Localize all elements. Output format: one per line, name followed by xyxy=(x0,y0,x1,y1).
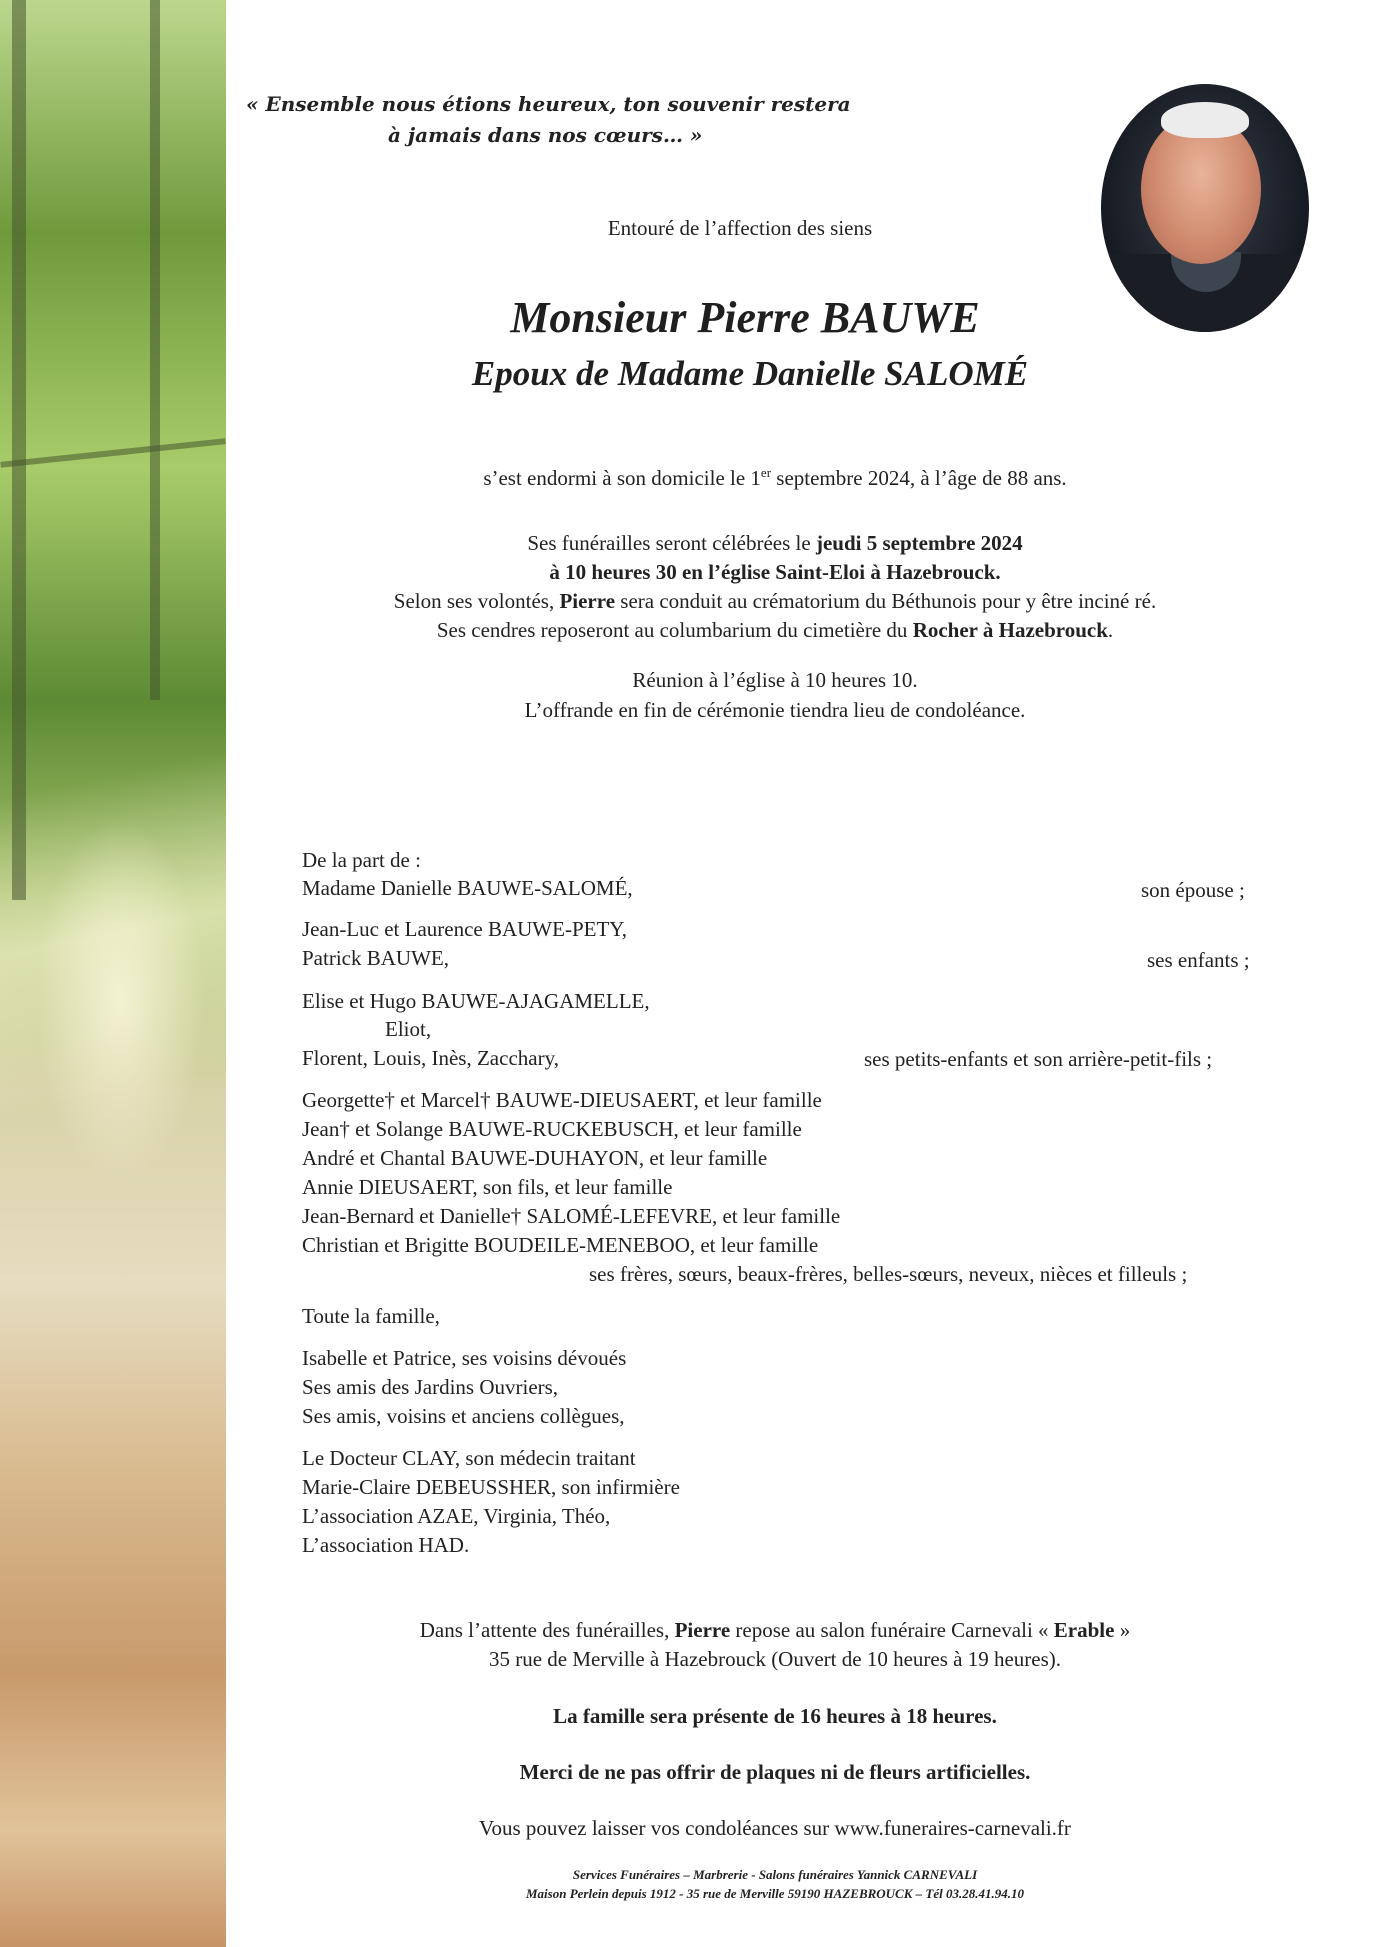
family-name: Patrick BAUWE, xyxy=(302,946,449,970)
family-name: Le Docteur CLAY, son médecin traitant xyxy=(302,1446,636,1470)
footer-line-1: Services Funéraires – Marbrerie - Salons funéraires Yannick CARNEVALI xyxy=(572,1867,978,1882)
intro-text: Entouré de l’affection des siens xyxy=(607,216,873,240)
funeral-line-2: à 10 heures 30 en l’église Saint-Eloi à Hazebrouck. xyxy=(549,560,1001,584)
family-name: André et Chantal BAUWE-DUHAYON, et leur famille xyxy=(302,1146,768,1170)
family-role: ses petits-enfants et son arrière-petit-fils ; xyxy=(864,1047,1213,1071)
funeral-line-3: Selon ses volontés, Pierre sera conduit au crématorium du Béthunois pour y être inciné ré. xyxy=(393,589,1157,613)
family-presence: La famille sera présente de 16 heures à 18 heures. xyxy=(553,1704,997,1728)
family-name: Ses amis des Jardins Ouvriers, xyxy=(302,1375,559,1399)
reunion-line-2: L’offrande en fin de cérémonie tiendra lieu de condoléance. xyxy=(524,698,1026,722)
family-name: Jean-Luc et Laurence BAUWE-PETY, xyxy=(302,917,627,941)
family-name: Jean† et Solange BAUWE-RUCKEBUSCH, et leur famille xyxy=(302,1117,802,1141)
family-name: Isabelle et Patrice, ses voisins dévoués xyxy=(302,1346,627,1370)
spouse-line: Epoux de Madame Danielle SALOMÉ xyxy=(471,354,1029,393)
quote-line-1: « Ensemble nous étions heureux, ton souvenir restera xyxy=(246,92,851,116)
family-header: De la part de : xyxy=(302,848,421,872)
family-name: Ses amis, voisins et anciens collègues, xyxy=(302,1404,625,1428)
family-name: Annie DIEUSAERT, son fils, et leur famille xyxy=(302,1175,673,1199)
family-name: Florent, Louis, Inès, Zacchary, xyxy=(302,1046,559,1070)
family-name: Eliot, xyxy=(385,1017,432,1041)
family-role: ses frères, sœurs, beaux-frères, belles-sœurs, neveux, nièces et filleuls ; xyxy=(589,1262,1188,1286)
family-name: L’association AZAE, Virginia, Théo, xyxy=(302,1504,611,1528)
family-name: Jean-Bernard et Danielle† SALOMÉ-LEFEVRE, et leur famille xyxy=(302,1204,841,1228)
quote-line-2: à jamais dans nos cœurs… » xyxy=(388,123,703,147)
family-name: L’association HAD. xyxy=(302,1533,470,1557)
footer-line-2: Maison Perlein depuis 1912 - 35 rue de Merville 59190 HAZEBROUCK – Tél 03.28.41.94.10 xyxy=(526,1886,1024,1901)
family-role: ses enfants ; xyxy=(1147,948,1250,972)
no-flowers-notice: Merci de ne pas offrir de plaques ni de fleurs artificielles. xyxy=(519,1760,1031,1784)
family-name: Marie-Claire DEBEUSSHER, son infirmière xyxy=(302,1475,680,1499)
funeral-line-1: Ses funérailles seront célébrées le jeudi 5 septembre 2024 xyxy=(527,531,1023,555)
deceased-name: Monsieur Pierre BAUWE xyxy=(510,293,980,342)
death-announcement: s’est endormi à son domicile le 1er septembre 2024, à l’âge de 88 ans. xyxy=(483,465,1067,490)
portrait-photo xyxy=(1101,84,1309,332)
family-name: Elise et Hugo BAUWE-AJAGAMELLE, xyxy=(302,989,650,1013)
condolences-line: Vous pouvez laisser vos condoléances sur www.funeraires-carnevali.fr xyxy=(479,1816,1071,1840)
salon-line-2: 35 rue de Merville à Hazebrouck (Ouvert de 10 heures à 19 heures). xyxy=(488,1647,1061,1671)
family-role: son épouse ; xyxy=(1141,878,1245,902)
funeral-line-4: Ses cendres reposeront au columbarium du cimetière du Rocher à Hazebrouck. xyxy=(436,618,1114,642)
salon-line-1: Dans l’attente des funérailles, Pierre repose au salon funéraire Carnevali « Erable » xyxy=(419,1618,1131,1642)
reunion-line-1: Réunion à l’église à 10 heures 10. xyxy=(632,668,918,692)
family-name: Madame Danielle BAUWE-SALOMÉ, xyxy=(302,876,633,900)
family-name: Toute la famille, xyxy=(302,1304,440,1328)
family-name: Georgette† et Marcel† BAUWE-DIEUSAERT, et leur famille xyxy=(302,1088,822,1112)
family-name: Christian et Brigitte BOUDEILE-MENEBOO, et leur famille xyxy=(302,1233,819,1257)
forest-background-image xyxy=(0,0,226,1947)
